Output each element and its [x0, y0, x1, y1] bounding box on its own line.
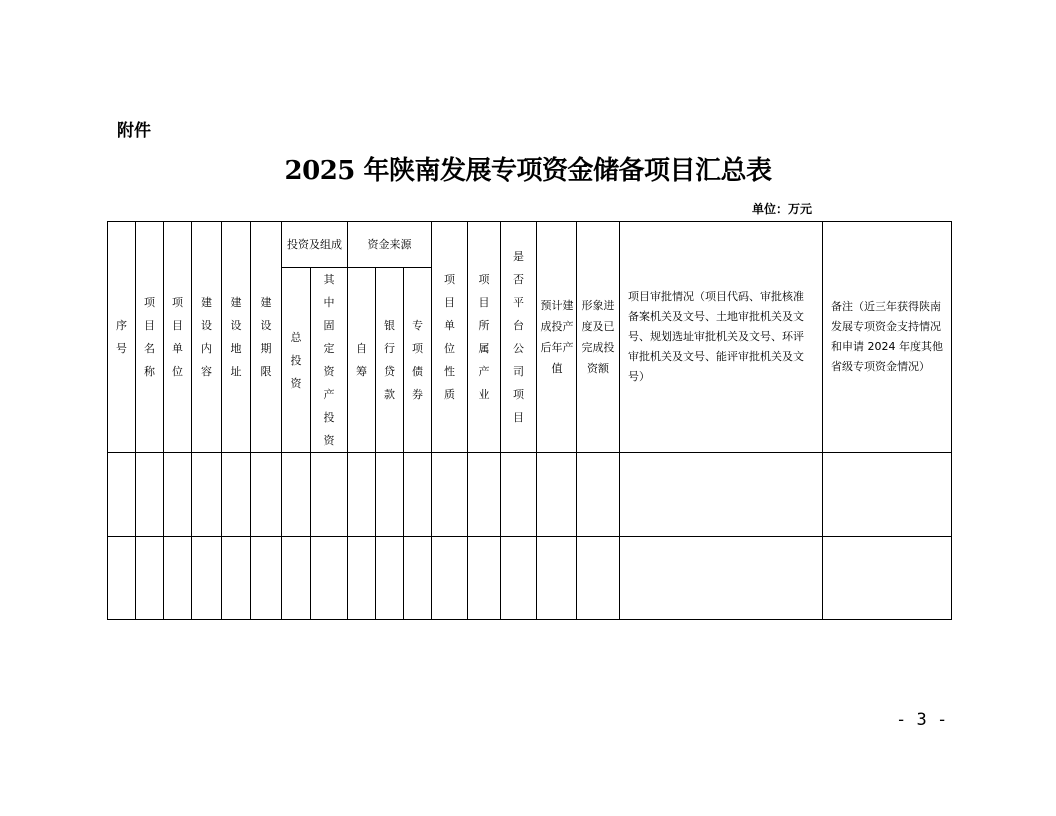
header-special-bonds: 专项债券 [404, 268, 432, 453]
table-cell [537, 537, 577, 620]
header-project-unit: 项目单位 [164, 222, 192, 453]
header-industry: 项目所属产业 [468, 222, 501, 453]
table-cell [404, 537, 432, 620]
table-cell [311, 537, 348, 620]
table-cell [251, 453, 282, 537]
table-cell [577, 537, 620, 620]
table-cell [222, 453, 251, 537]
table-cell [222, 537, 251, 620]
table-cell [164, 537, 192, 620]
summary-table [107, 221, 952, 620]
unit-label: 单位：万元 [752, 202, 813, 216]
header-approval-status: 项目审批情况（项目代码、审批核准备案机关及文号、土地审批机关及文号、规划选址审批机关及文号、环评审批机关及文号、能评审批机关及文号） [620, 222, 823, 453]
table-cell [251, 537, 282, 620]
table-cell [192, 537, 222, 620]
table-row [108, 453, 952, 537]
table-cell [537, 453, 577, 537]
page-title: 2025 年陕南发展专项资金储备项目汇总表 [284, 156, 772, 186]
table-cell [468, 453, 501, 537]
header-fixed-asset-investment: 其中固定资产投资 [311, 268, 348, 453]
header-construction-content: 建设内容 [192, 222, 222, 453]
table-cell [348, 453, 376, 537]
table-cell [348, 537, 376, 620]
table-cell [282, 537, 311, 620]
header-seq: 序号 [108, 222, 136, 453]
table-cell [164, 453, 192, 537]
table-cell [620, 537, 823, 620]
table-cell [376, 453, 404, 537]
header-bank-loan: 银行贷款 [376, 268, 404, 453]
table-cell [192, 453, 222, 537]
table-cell [108, 537, 136, 620]
table-cell [577, 453, 620, 537]
table-cell [501, 537, 537, 620]
table-cell [823, 453, 952, 537]
header-project-name: 项目名称 [136, 222, 164, 453]
table-cell [376, 537, 404, 620]
header-progress-investment: 形象进度及已完成投资额 [577, 222, 620, 453]
table-row [108, 537, 952, 620]
header-row-1 [108, 222, 952, 268]
table-cell [404, 453, 432, 537]
table-cell [282, 453, 311, 537]
header-total-investment: 总投资 [282, 268, 311, 453]
header-construction-period: 建设期限 [251, 222, 282, 453]
page-number: - 3 - [896, 710, 948, 730]
attachment-label: 附件 [117, 121, 151, 141]
table-cell [432, 453, 468, 537]
table-cell [136, 453, 164, 537]
table-cell [823, 537, 952, 620]
table-cell [432, 537, 468, 620]
table-cell [136, 537, 164, 620]
header-investment-group: 投资及组成 [282, 222, 348, 268]
table-cell [311, 453, 348, 537]
header-self-raised: 自筹 [348, 268, 376, 453]
header-remarks: 备注（近三年获得陕南发展专项资金支持情况和申请 2024 年度其他省级专项资金情况） [823, 222, 952, 453]
table-cell [501, 453, 537, 537]
table-cell [620, 453, 823, 537]
header-expected-output: 预计建成投产后年产值 [537, 222, 577, 453]
header-platform-project: 是否平台公司项目 [501, 222, 537, 453]
table-cell [468, 537, 501, 620]
header-construction-address: 建设地址 [222, 222, 251, 453]
header-unit-nature: 项目单位性质 [432, 222, 468, 453]
table-cell [108, 453, 136, 537]
header-funding-group: 资金来源 [348, 222, 432, 268]
